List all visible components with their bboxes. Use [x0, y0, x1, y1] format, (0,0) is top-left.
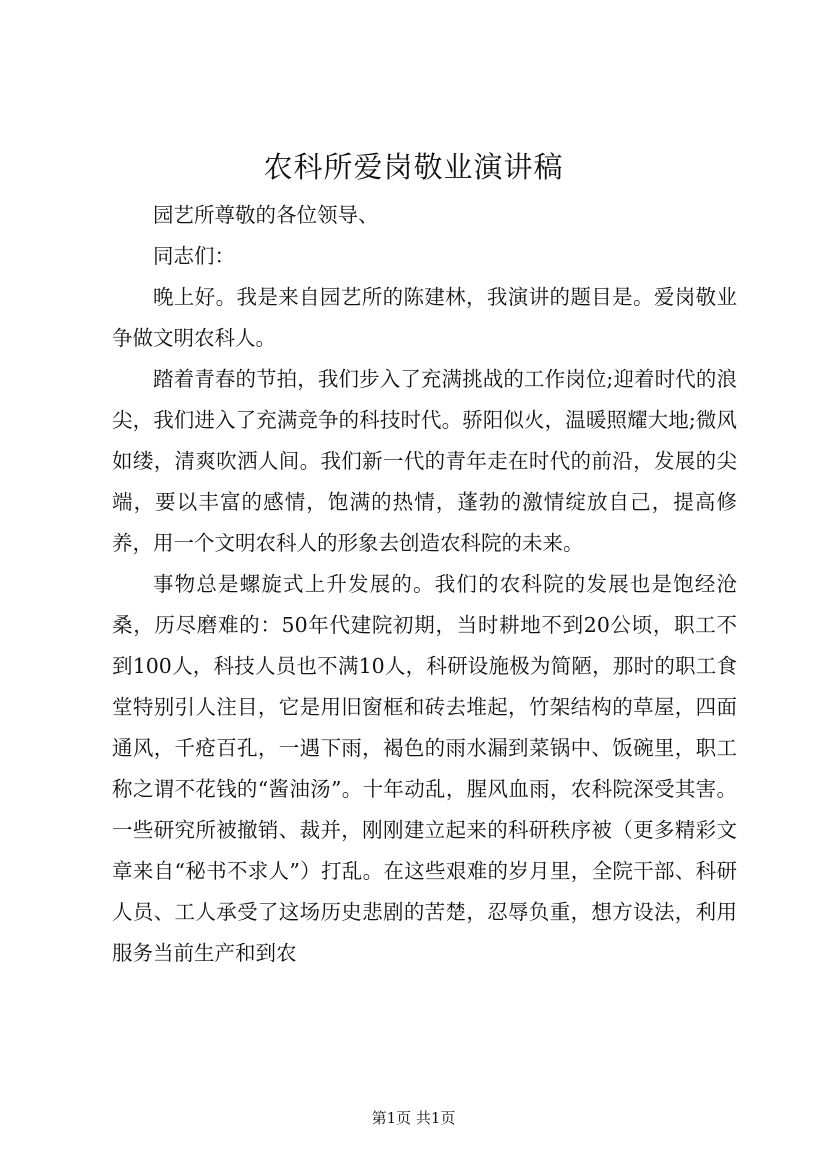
salutation-line-1: 园艺所尊敬的各位领导、: [153, 203, 379, 227]
salutation-line-2: 同志们：: [153, 244, 235, 268]
document-body: [112, 195, 737, 974]
paragraph-youth: 踏着青春的节拍，我们步入了充满挑战的工作岗位;迎着时代的浪尖，我们进入了充满竞争的科技时代。骄阳似火，温暖照耀大地;微风如缕，清爽吹洒人间。我们新一代的青年走在时代的前沿，发展的尖端，要以丰富的感情，饱满的热情，蓬勃的激情绽放自己，提高修养，用一个文明农科人的形象去创造农科院的未来。: [112, 367, 737, 555]
document-title: 农科所爱岗敬业演讲稿: [263, 150, 564, 184]
paragraph-history: 事物总是螺旋式上升发展的。我们的农科院的发展也是饱经沧桑，历尽磨难的：50年代建院初期，当时耕地不到20公顷，职工不到100人，科技人员也不满10人，科研设施极为简陋，那时的职工食堂特别引人注目，它是用旧窗框和砖去堆起，竹架结构的草屋，四面通风，千疮百孔，一遇下雨，褐色的雨水漏到菜锅中、饭碗里，职工称之谓不花钱的“酱油汤”。十年动乱，腥风血雨，农科院深受其害。一些研究所被撤销、裁并，刚刚建立起来的科研秩序被（更多精彩文章来自“秘书不求人”）打乱。在这些艰难的岁月里，全院干部、科研人员、工人承受了这场历史悲剧的苦楚，忍辱负重，想方设法，利用服务当前生产和到农: [112, 572, 737, 965]
paragraph-greeting: 晚上好。我是来自园艺所的陈建林，我演讲的题目是。爱岗敬业争做文明农科人。: [112, 285, 737, 350]
page-footer: 第1页 共1页: [371, 1109, 456, 1127]
